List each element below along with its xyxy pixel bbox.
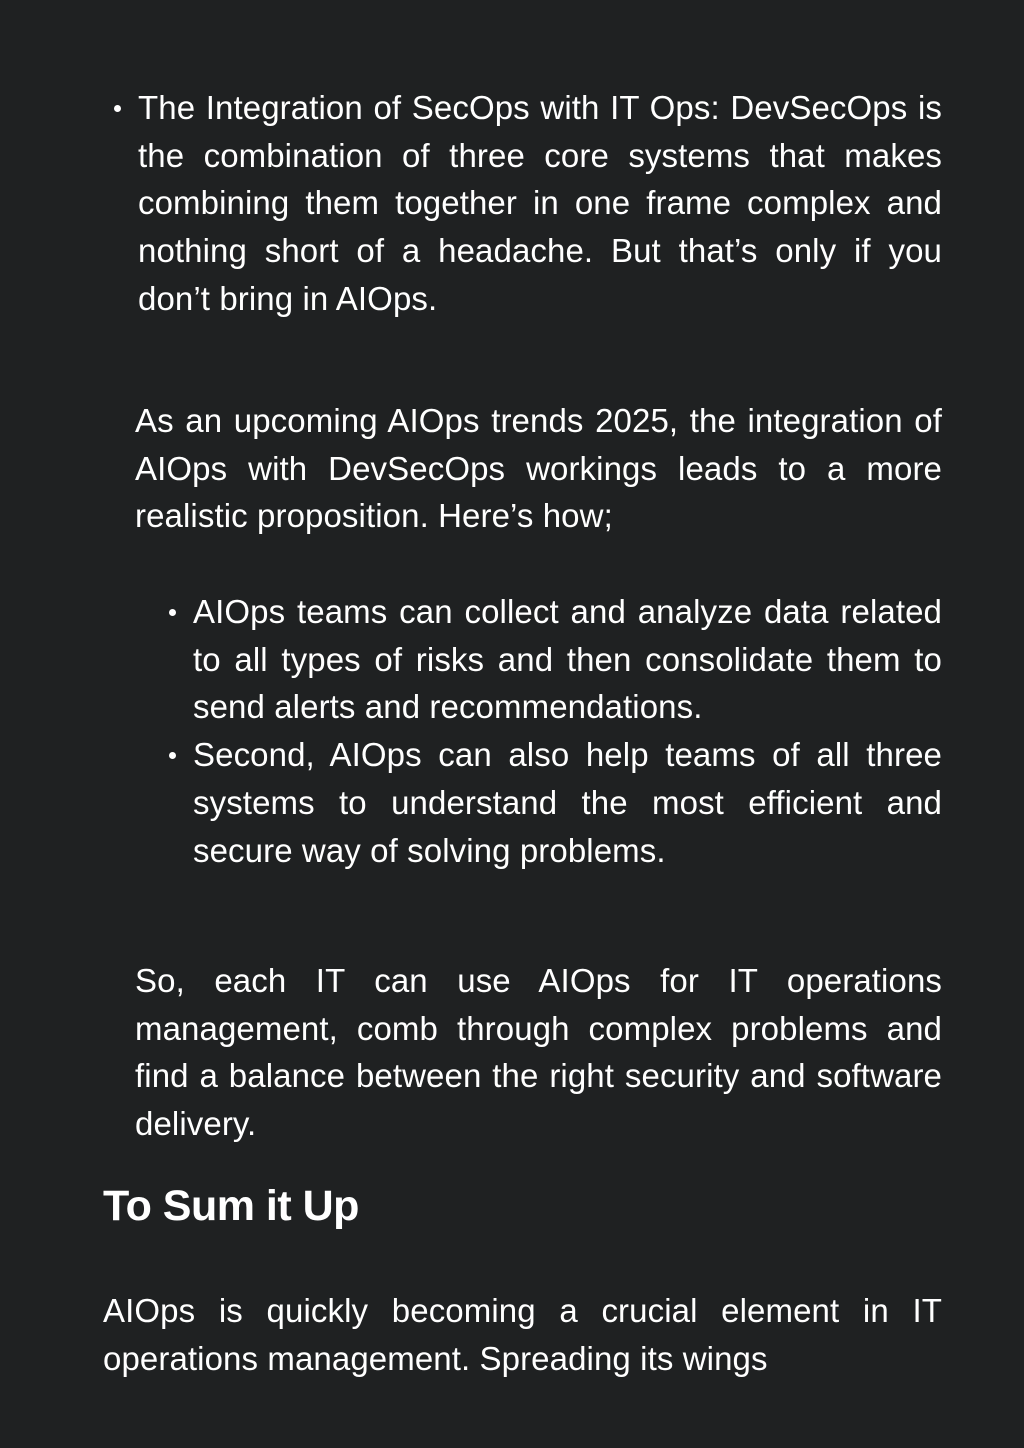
section-heading: To Sum it Up: [103, 1182, 359, 1230]
bullet-icon: [169, 609, 176, 616]
bullet-icon: [169, 752, 176, 759]
aiops-bullet-text-2: Second, AIOps can also help teams of all three systems to understand the most efficient and secure way of solving problems.: [193, 736, 942, 869]
aiops-bullet-text-1: AIOps teams can collect and analyze data related to all types of risks and then consolidate them to send alerts and recommendations.: [193, 593, 942, 726]
list-item: [193, 731, 942, 874]
bullet-icon: [114, 105, 121, 112]
list-item: [193, 588, 942, 731]
operations-paragraph: So, each IT can use AIOps for IT operations management, comb through complex problems and find a balance between the right security and software delivery.: [135, 962, 942, 1143]
summary-paragraph: AIOps is quickly becoming a crucial element in IT operations management. Spreading its wings: [103, 1292, 942, 1377]
trends-paragraph: As an upcoming AIOps trends 2025, the integration of AIOps with DevSecOps workings leads to a more realistic proposition. Here’s how;: [135, 402, 942, 535]
integration-bullet-list: [138, 84, 942, 323]
list-item: [138, 84, 942, 323]
integration-bullet-text: The Integration of SecOps with IT Ops: DevSecOps is the combination of three core systems that makes combining them together in one frame complex and nothing short of a headache. But that’s only if you don’t bring in AIOps.: [138, 89, 942, 317]
aiops-bullet-list: [193, 588, 942, 874]
